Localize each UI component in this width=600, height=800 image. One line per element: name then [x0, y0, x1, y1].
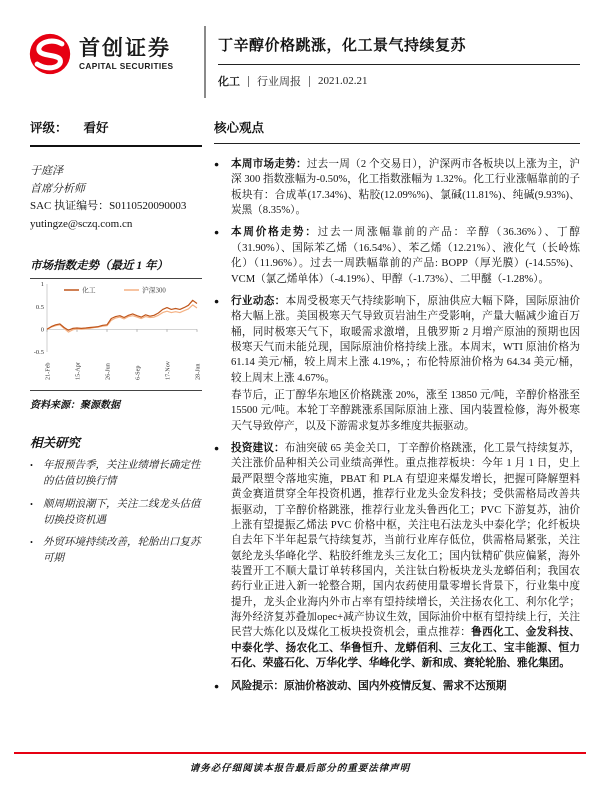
chart-source-note: 资料来源：聚源数据	[30, 400, 120, 412]
related-research-text: 顺周期浪潮下，关注二线龙头估值切换投资机遇	[43, 498, 201, 526]
svg-text:17-Nov: 17-Nov	[164, 361, 172, 381]
market-index-chart-svg	[30, 279, 202, 385]
analyst-email: yutingze@sczq.com.cn	[30, 217, 133, 230]
meta-report-type: 行业周报	[257, 76, 301, 88]
core-bullet	[214, 225, 580, 286]
related-research-item	[30, 535, 202, 567]
footer-red-rule	[14, 752, 586, 754]
core-bullet-list	[214, 157, 580, 694]
svg-text:1: 1	[40, 281, 44, 289]
svg-text:沪深300: 沪深300	[142, 287, 166, 295]
related-research-item	[30, 497, 202, 529]
core-bullet-text: 行业动态：本周受极寒天气持续影响下，原油供应大幅下降，国际原油价格大幅上涨。美国极寒天气导致页岩油生产受影响，产量大幅减少逾百万桶，同时极寒天气下，取暖需求激增，且俄罗斯 2 月增产原油的预期也因极寒天气而未能兑现，国际原油价格持续上涨。本周末，WTI 原油价格为 61.14 美元/桶，较上周末上涨 4.19%，；布伦特原油价格为 64.34 美元/桶，较上周末上涨 4.67%。 春节后，正丁醇华东地区价格跳涨 20%，涨至 13850 元/吨，辛醇价格涨至 15500 元/吨。本轮丁辛醇跳涨系国际原油上涨、国内装置检修，海外极寒天气导致停产，以及下游需求复苏多维度共振驱动。	[231, 295, 581, 432]
header-title-block	[218, 26, 580, 89]
core-bullet-text: 投资建议：布油突破 65 美金关口，丁辛醇价格跳涨，化工景气持续复苏，关注涨价品种相关公司业绩高弹性。重点推荐板块：今年 1 月 1 日，史上最严限塑令落地实施，PBAT 和 PLA 有望迎来爆发增长，把握可降解塑料黄金赛道贯穿全年投资机遇，推荐行业龙头金发科技；受供需格局改善共振驱动，丁辛醇价格跳涨，推荐行业龙头鲁西化工；PVC 下游复苏，油价上涨有望提振乙烯法 PVC 价格中枢，关注电石法龙头中泰化学；化纤板块自去年下半年起景气持续复苏，当前行业库存低位，供需格局紧张，关注氨纶龙头华峰化学、粘胶纤维龙头三友化工；国内钛精矿供应偏紧，海外装置开工不顺大量订单转移国内，关注钛白粉板块龙头龙蟒佰利；我国农药行业正进入新一轮整合期，国内农药使用量零增长背景下，行业集中度提升，龙头企业海内外市占率有望持续增长，关注扬农化工、利尔化学；海外经济复苏叠加opec+减产协议生效，国际油价中枢有望持续上行，关注民营大炼化以及煤化工板块投资机会，重点推荐：鲁西化工、金发科技、中泰化学、扬农化工、华鲁恒升、龙蟒佰利、三友化工、宝丰能源、恒力石化、荣盛石化、万华化学、华峰化学、新和成、赛轮轮胎、雅化集团。	[231, 443, 581, 670]
related-research-title: 相关研究	[30, 436, 81, 451]
company-name-cn: 首创证券	[79, 37, 171, 61]
market-index-chart	[30, 279, 202, 390]
core-bullet-text: 风险提示：原油价格波动、国内外疫情反复、需求不达预期	[231, 680, 507, 692]
bullet-dot-icon: ●	[214, 443, 220, 454]
svg-text:15-Apr: 15-Apr	[74, 362, 82, 381]
company-name	[79, 37, 173, 70]
meta-separator	[309, 76, 310, 87]
core-bullet-text: 本周价格走势：过去一周涨幅靠前的产品：辛醇（36.36%）、丁醇（31.90%）、国际苯乙烯（16.54%）、苯乙烯（12.21%）、液化气（长岭炼化）（11.96%）。过去一周跌幅靠前的产品: BOPP（厚光膜）(-14.55%)、VCM（氯乙烯单体）（-4.19%）、甲醇（-1.73%）、二甲醚（-1.28%）。	[231, 227, 581, 285]
report-title: 丁辛醇价格跳涨，化工景气持续复苏	[218, 37, 467, 54]
related-research-text: 年报预告季，关注业绩增长确定性的估值切换行情	[43, 460, 201, 488]
capital-securities-logo-icon	[28, 32, 72, 76]
market-chart-title: 市场指数走势（最近 1 年）	[30, 260, 168, 273]
core-viewpoints-section	[214, 118, 580, 701]
core-bullet	[214, 157, 580, 218]
bullet-dot-icon: •	[30, 461, 33, 471]
bullet-dot-icon: ●	[214, 227, 220, 238]
bullet-dot-icon: ●	[214, 295, 220, 306]
report-meta	[218, 73, 580, 89]
company-name-en: CAPITAL SECURITIES	[79, 60, 174, 71]
header-divider	[204, 26, 206, 98]
svg-text:28-Jan: 28-Jan	[194, 363, 202, 381]
title-rule	[218, 64, 580, 65]
rating-row	[30, 118, 202, 136]
meta-industry: 化工	[218, 76, 240, 88]
bullet-dot-icon: •	[30, 538, 33, 548]
analyst-name: 于庭泽	[30, 165, 63, 177]
company-logo	[28, 26, 196, 76]
bullet-dot-icon: •	[30, 499, 33, 509]
svg-text:化工: 化工	[82, 287, 96, 295]
core-bullet	[214, 441, 580, 671]
analyst-title: 首席分析师	[30, 182, 85, 195]
rating-label: 评级：	[30, 121, 68, 135]
analyst-block	[30, 163, 202, 233]
report-header	[28, 26, 580, 98]
related-research-item	[30, 458, 202, 490]
svg-text:26-Jun: 26-Jun	[104, 363, 112, 381]
meta-separator	[248, 76, 249, 87]
bullet-dot-icon: ●	[214, 680, 220, 691]
core-bullet-text: 本周市场走势：过去一周（2 个交易日），沪深两市各板块以上涨为主，沪深 300 指数涨幅为-0.50%，化工指数涨幅为 1.32%。化工行业涨幅靠前的子板块有：合成革(17.34%)、粘胶(12.09%%)、氯碱(11.81%)、纯碱(9.93%)、炭黑（8.35%）。	[231, 159, 580, 217]
meta-date: 2021.02.21	[318, 75, 368, 87]
rating-value: 看好	[83, 121, 109, 135]
svg-text:6-Sep: 6-Sep	[134, 365, 142, 381]
svg-text:0.5: 0.5	[35, 304, 44, 312]
sidebar	[30, 118, 202, 567]
core-viewpoints-heading: 核心观点	[214, 121, 265, 135]
related-research-list	[30, 458, 202, 567]
rating-rule	[30, 145, 202, 147]
core-heading-rule	[214, 143, 580, 144]
analyst-sac-number: SAC 执证编号：S0110520090003	[30, 200, 187, 213]
core-bullet	[214, 679, 580, 694]
bullet-dot-icon: ●	[214, 159, 220, 169]
core-bullet	[214, 294, 580, 434]
footer-disclaimer: 请务必仔细阅读本报告最后部分的重要法律声明	[189, 764, 411, 774]
svg-text:21-Feb: 21-Feb	[44, 362, 52, 381]
chart-bottom-rule	[30, 390, 202, 391]
related-research-text: 外贸环境持续改善，轮胎出口复苏可期	[43, 537, 201, 565]
svg-text:-0.5: -0.5	[33, 349, 44, 357]
svg-text:0: 0	[40, 326, 44, 334]
